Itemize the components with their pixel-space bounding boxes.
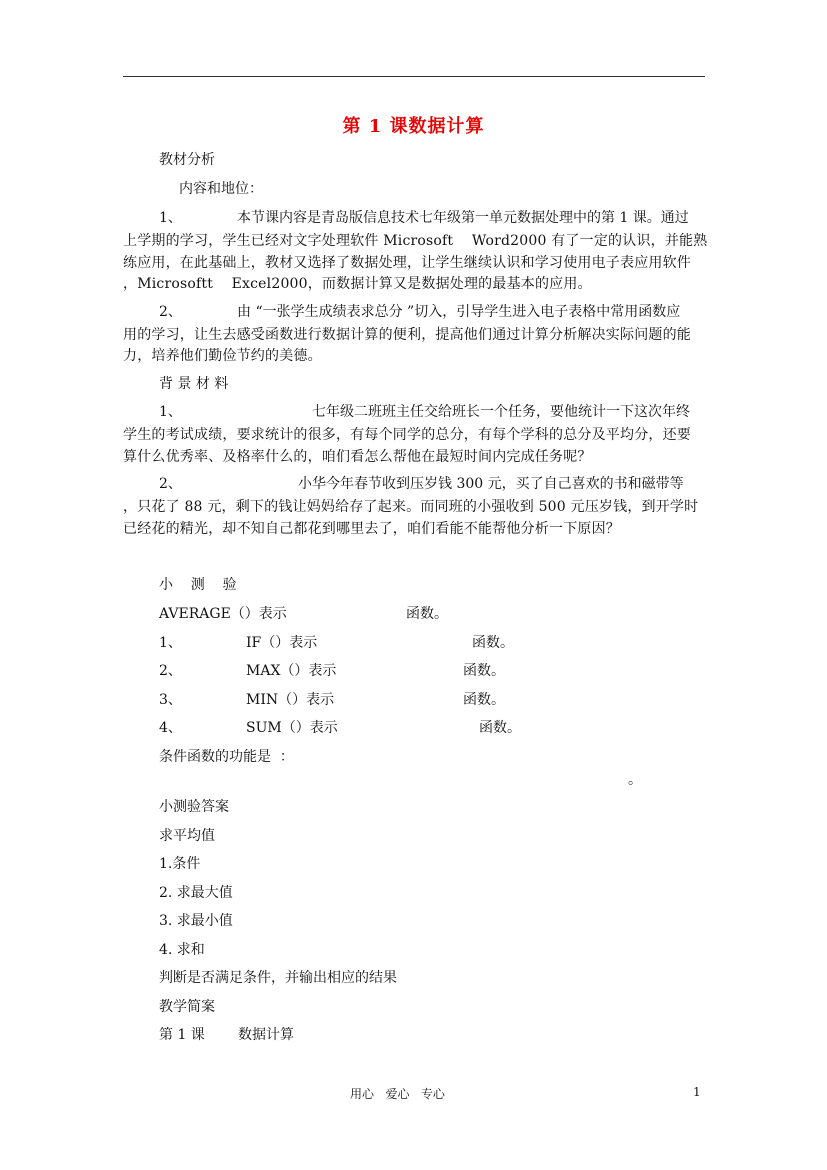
quiz-item-2-end: 函数。: [463, 663, 505, 679]
b1-line-1: 七年级二班班主任交给班长一个任务，要他统计一下这次年终: [312, 404, 690, 420]
quiz-item-1-end: 函数。: [472, 635, 514, 651]
quiz-item-4-end: 函数。: [479, 720, 521, 736]
quiz-item-3-number: 3、: [159, 692, 182, 708]
quiz-item-2-number: 2、: [159, 663, 182, 679]
p2-line-1: 由 “一张学生成绩表求总分 ”切入，引导学生进入电子表格中常用函数应: [237, 304, 681, 320]
answer-5: 判断是否满足条件，并输出相应的结果: [159, 970, 397, 986]
quiz-item-3-end: 函数。: [463, 692, 505, 708]
answer-1: 1.条件: [159, 856, 201, 872]
content-position-heading: 内容和地位：: [179, 181, 263, 197]
p2-line-2: 用的学习，让生去感受函数进行数据计算的便利，提高他们通过计算分析解决实际问题的能: [123, 327, 691, 343]
page-number: 1: [693, 1085, 701, 1099]
p1-line-3: 练应用，在此基础上，教材又选择了数据处理，让学生继续认识和学习使用电子表应用软件: [123, 255, 691, 271]
p1-number: 1、: [159, 210, 182, 226]
p2-line-3: 力，培养他们勤俭节约的美德。: [123, 348, 322, 364]
answers-heading: 小测验答案: [159, 799, 229, 815]
quiz-item-2-fn: MAX（）表示: [246, 663, 337, 679]
p1-line-1: 本节课内容是青岛版信息技术七年级第一单元数据处理中的第 1 课。通过: [237, 210, 689, 226]
p1-line-4: ，Microsoftt Excel2000，而数据计算又是数据处理的最基本的应用。: [123, 276, 592, 292]
b1-line-2: 学生的考试成绩，要求统计的很多，有每个同学的总分，有每个学科的总分及平均分，还要: [123, 427, 691, 443]
page-title: 第 1 课数据计算: [342, 116, 485, 137]
answer-4: 4. 求和: [159, 942, 205, 958]
plan-heading: 教学简案: [159, 999, 215, 1015]
b2-line-3: 已经花的精光，却不知自己都花到哪里去了，咱们看能不能帮他分析一下原因？: [123, 521, 620, 537]
quiz-condition-period: 。: [628, 772, 642, 788]
quiz-item-4-number: 4、: [159, 720, 182, 736]
b1-line-3: 算什么优秀率、及格率什么的，咱们看怎么帮他在最短时间内完成任务呢？: [123, 449, 592, 465]
plan-lesson-name: 数据计算: [238, 1027, 294, 1043]
answer-3: 3. 求最小值: [159, 913, 233, 929]
quiz-condition: 条件函数的功能是 ：: [159, 749, 294, 765]
quiz-item-1-number: 1、: [159, 635, 182, 651]
quiz-heading: 小 测 验: [159, 577, 237, 593]
b2-line-2: ，只花了 88 元，剩下的钱让妈妈给存了起来。而同班的小强收到 500 元压岁钱，到开学时: [123, 499, 699, 515]
b1-number: 1、: [159, 404, 182, 420]
answer-0: 求平均值: [159, 828, 215, 844]
p2-number: 2、: [159, 304, 182, 320]
b2-line-1: 小华今年春节收到压岁钱 300 元，买了自己喜欢的书和磁带等: [298, 476, 684, 492]
quiz-item-4-fn: SUM（）表示: [246, 720, 338, 736]
p1-line-2: 上学期的学习，学生已经对文字处理软件 Microsoft Word2000 有了一定的认识，并能熟: [123, 233, 708, 249]
background-heading: 背 景 材 料: [159, 376, 229, 392]
quiz-average: AVERAGE（）表示: [159, 606, 287, 622]
header-rule: [123, 76, 705, 77]
quiz-item-3-fn: MIN（）表示: [246, 692, 335, 708]
plan-lesson: 第 1 课: [159, 1027, 205, 1043]
quiz-average-end: 函数。: [406, 606, 448, 622]
b2-number: 2、: [159, 476, 182, 492]
answer-2: 2. 求最大值: [159, 885, 233, 901]
quiz-item-1-fn: IF（）表示: [246, 635, 318, 651]
analysis-heading: 教材分析: [159, 152, 215, 168]
footer-text: 用心 爱心 专心: [350, 1087, 445, 1101]
